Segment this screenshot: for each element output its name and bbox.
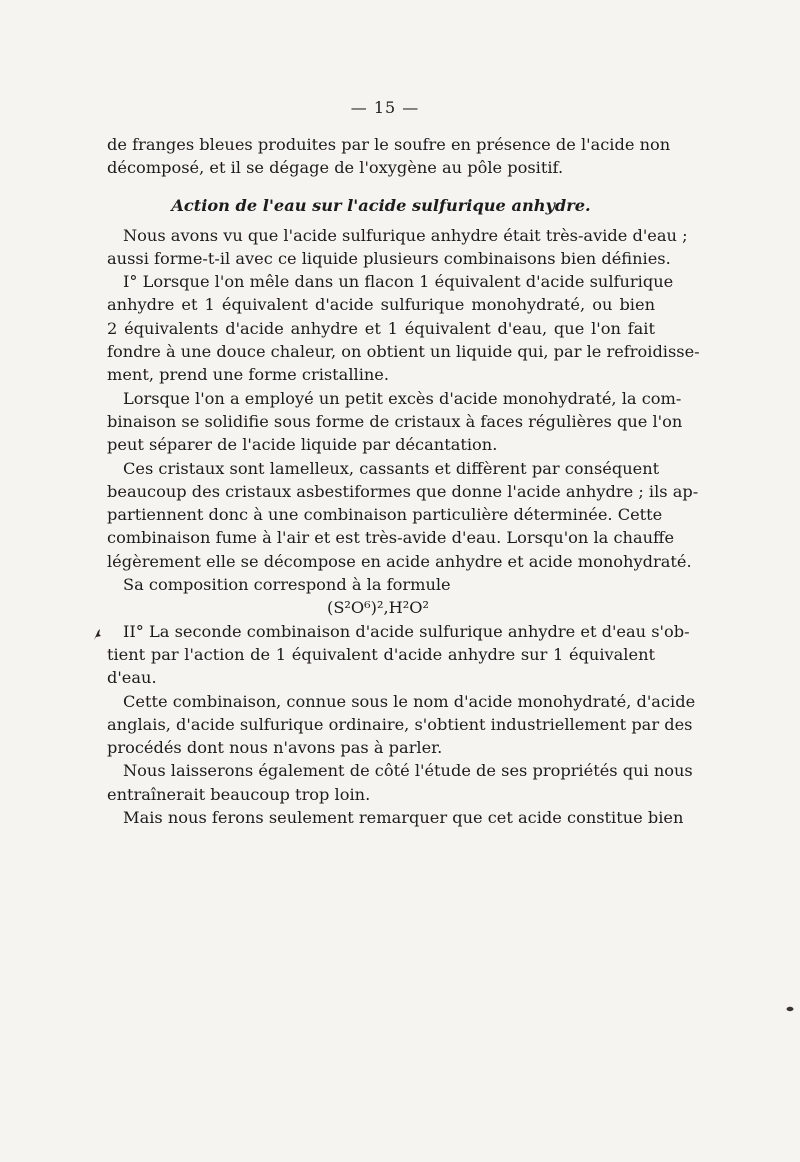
text-line: 2 équivalents d'acide anhydre et 1 équivalent d'eau, que l'on fait bbox=[107, 318, 655, 338]
text-line: II° La seconde combinaison d'acide sulfurique anhydre et d'eau s'ob- bbox=[123, 621, 690, 641]
section-heading: Action de l'eau sur l'acide sulfurique anhydre. bbox=[171, 195, 591, 215]
text-line: peut séparer de l'acide liquide par décantation. bbox=[107, 435, 498, 455]
text-line: combinaison fume à l'air et est très-avide d'eau. Lorsqu'on la chauffe bbox=[107, 528, 675, 548]
ink-speck-icon bbox=[786, 1006, 794, 1012]
text-line: légèrement elle se décompose en acide anhydre et acide monohydraté. bbox=[107, 551, 692, 571]
chemical-formula: (S²O⁶)²,H²O² bbox=[327, 598, 429, 618]
text-line: Cette combinaison, connue sous le nom d'acide monohydraté, d'acide bbox=[123, 691, 696, 711]
text-line: tient par l'action de 1 équivalent d'acide anhydre sur 1 équivalent bbox=[107, 644, 655, 664]
text-line: Sa composition correspond à la formule bbox=[123, 575, 451, 595]
body-text bbox=[107, 133, 700, 829]
text-line: binaison se solidifie sous forme de cristaux à faces régulières que l'on bbox=[107, 411, 683, 431]
text-line: d'eau. bbox=[107, 668, 157, 688]
text-line: Nous laisserons également de côté l'étude de ses propriétés qui nous bbox=[123, 761, 693, 781]
text-line: I° Lorsque l'on mêle dans un flacon 1 équivalent d'acide sulfurique bbox=[123, 272, 674, 292]
text-line: fondre à une douce chaleur, on obtient un liquide qui, par le refroidisse- bbox=[107, 342, 700, 362]
text-line: entraînerait beaucoup trop loin. bbox=[107, 784, 371, 804]
ink-mark-icon bbox=[92, 628, 102, 642]
text-line: décomposé, et il se dégage de l'oxygène au pôle positif. bbox=[107, 158, 564, 178]
text-line: Lorsque l'on a employé un petit excès d'acide monohydraté, la com- bbox=[123, 388, 682, 408]
text-line: beaucoup des cristaux asbestiformes que donne l'acide anhydre ; ils ap- bbox=[107, 481, 699, 501]
text-line: de franges bleues produites par le soufre en présence de l'acide non bbox=[107, 135, 671, 154]
text-line: Ces cristaux sont lamelleux, cassants et diffèrent par conséquent bbox=[123, 458, 660, 478]
text-line: ment, prend une forme cristalline. bbox=[107, 365, 390, 385]
text-line: anhydre et 1 équivalent d'acide sulfurique monohydraté, ou bien bbox=[107, 295, 655, 315]
text-line: Mais nous ferons seulement remarquer que cet acide constitue bien bbox=[123, 808, 684, 828]
text-line: procédés dont nous n'avons pas à parler. bbox=[107, 738, 443, 758]
text-line: partiennent donc à une combinaison particulière déterminée. Cette bbox=[107, 505, 663, 525]
text-line: anglais, d'acide sulfurique ordinaire, s'obtient industriellement par des bbox=[107, 714, 693, 734]
page-number: — 15 — bbox=[350, 98, 420, 117]
text-line: aussi forme-t-il avec ce liquide plusieurs combinaisons bien définies. bbox=[107, 248, 671, 268]
text-line: Nous avons vu que l'acide sulfurique anhydre était très-avide d'eau ; bbox=[123, 225, 688, 245]
